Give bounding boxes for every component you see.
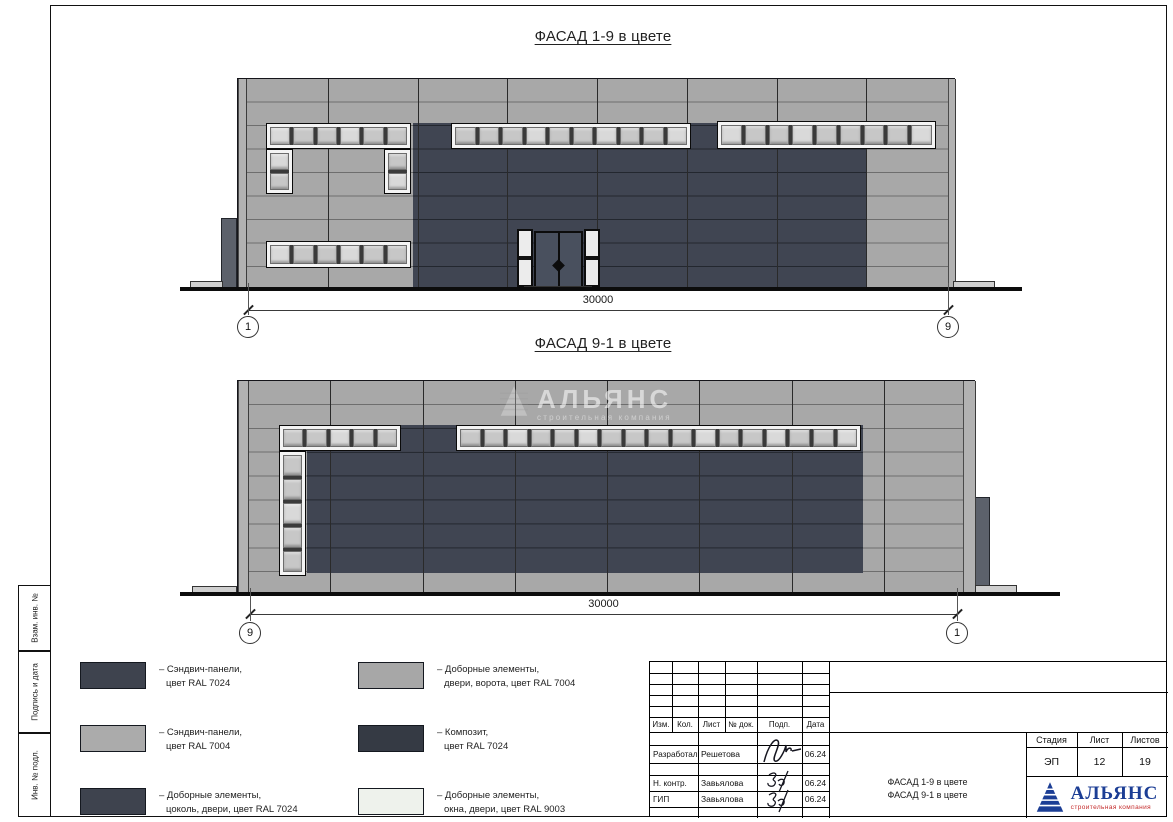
watermark-subtext: строительная компания: [537, 413, 672, 422]
bay-joint-line: [423, 381, 424, 596]
legend-label-line: цвет RAL 7024: [444, 741, 509, 753]
window-pane: [667, 127, 688, 145]
tb-date: 06.24: [804, 794, 827, 804]
window-band: [384, 149, 411, 194]
window-band-glazing: [270, 245, 407, 264]
window-pane: [283, 527, 302, 548]
window-pane: [719, 429, 740, 447]
window-pane: [270, 173, 289, 190]
company-logo: [1026, 776, 1168, 818]
bay-joint-line: [699, 381, 700, 596]
legend-item: [358, 662, 648, 702]
tb-name: Решетова: [701, 749, 740, 759]
window-pane: [388, 153, 407, 170]
stamp-box-inv-podl: [18, 733, 51, 817]
dimension-value: 30000: [588, 598, 619, 610]
tb-date: 06.24: [804, 749, 827, 759]
bay-joint-line: [418, 79, 419, 291]
legend-label: [159, 788, 354, 818]
logo-pyramid-icon: [1036, 781, 1064, 813]
legend-label-line: цвет RAL 7004: [166, 741, 231, 753]
bay-joint-line: [507, 79, 508, 291]
legend-item: [80, 662, 370, 702]
window-pane: [813, 429, 834, 447]
window-band: [456, 425, 861, 451]
window-pane: [283, 503, 302, 524]
window-pane: [911, 125, 932, 145]
window-pane: [526, 127, 547, 145]
legend-label: [159, 662, 354, 692]
legend-item: [358, 725, 648, 765]
window-pane: [270, 245, 290, 264]
tb-doc-title-line2: ФАСАД 9-1 в цвете: [887, 789, 968, 800]
dimension-line: [248, 310, 948, 311]
legend-label-line: – Композит,: [437, 727, 489, 738]
legend-color-swatch: [80, 662, 146, 689]
tb-role: Разработал: [653, 749, 698, 759]
stamp-label: Подпись и дата: [30, 663, 39, 721]
window-band: [717, 121, 936, 149]
legend-label-line: – Сэндвич-панели,: [159, 727, 243, 738]
tb-doc-title: [829, 758, 1026, 818]
window-pane: [745, 125, 766, 145]
window-pane: [887, 125, 908, 145]
window-pane: [460, 429, 481, 447]
window-pane: [363, 245, 383, 264]
window-pane: [270, 153, 289, 170]
watermark-text: АЛЬЯНС: [537, 384, 673, 414]
window-band-glazing: [721, 125, 932, 145]
window-pane: [387, 245, 407, 264]
tb-date: 06.24: [804, 778, 827, 788]
window-band: [279, 451, 306, 576]
corner-panel: [948, 79, 956, 291]
bay-joint-line: [866, 79, 867, 291]
tb-sheets-label: Листов: [1130, 734, 1160, 745]
legend-label: [437, 788, 632, 818]
window-pane: [601, 429, 622, 447]
window-pane: [306, 429, 326, 447]
window-pane: [293, 127, 313, 145]
window-pane: [596, 127, 617, 145]
corner-panel: [238, 381, 249, 596]
tb-name: Завьялова: [701, 778, 744, 788]
window-pane: [625, 429, 646, 447]
window-band-glazing: [283, 455, 302, 572]
window-band-glazing: [460, 429, 857, 447]
window-pane: [330, 429, 350, 447]
company-watermark: [500, 384, 672, 422]
window-pane: [864, 125, 885, 145]
window-pane: [554, 429, 575, 447]
window-pane: [742, 429, 763, 447]
legend-color-swatch: [80, 788, 146, 815]
window-pane: [317, 245, 337, 264]
legend-column-left: [80, 662, 370, 822]
window-band: [279, 425, 401, 451]
window-pane: [283, 479, 302, 500]
axis-marker: 1: [237, 316, 259, 338]
window-pane: [353, 429, 373, 447]
corner-panel: [238, 79, 247, 291]
window-band: [451, 123, 691, 149]
ground-line: [180, 287, 1022, 291]
axis-extension-line: [948, 283, 949, 315]
title-block: [649, 661, 1167, 817]
legend-label-line: цвет RAL 7024: [166, 678, 231, 690]
tb-role: Н. контр.: [653, 778, 687, 788]
legend-color-swatch: [358, 788, 424, 815]
window-pane: [573, 127, 594, 145]
corner-panel: [963, 381, 976, 596]
logo-subtitle: строительная компания: [1070, 803, 1152, 811]
window-pane: [643, 127, 664, 145]
signature: [762, 787, 794, 813]
tb-name: Завьялова: [701, 794, 744, 804]
stamp-box-podpis-data: [18, 651, 51, 733]
legend-item: [80, 725, 370, 765]
tb-stage-value: ЭП: [1043, 755, 1060, 768]
elevation-title: ФАСАД 1-9 в цвете: [534, 28, 672, 45]
window-pane: [283, 429, 303, 447]
tb-sheet-value: 12: [1093, 755, 1106, 768]
axis-extension-line: [248, 283, 249, 315]
window-pane: [283, 551, 302, 572]
door-sidelight: [517, 229, 533, 287]
side-annex: [221, 218, 237, 289]
window-band-glazing: [388, 153, 407, 190]
tb-col-izm: Изм.: [652, 720, 670, 729]
legend-label-line: окна, двери, цвет RAL 9003: [444, 804, 566, 816]
bay-joint-line: [884, 381, 885, 596]
window-pane: [283, 455, 302, 476]
ground-line: [180, 592, 1060, 596]
dimension-line: [250, 614, 957, 615]
dimension-value: 30000: [582, 294, 614, 306]
legend-item: [80, 788, 370, 822]
axis-extension-line: [250, 588, 251, 621]
window-band-glazing: [270, 153, 289, 190]
entrance-door: [534, 231, 583, 289]
legend-column-right: [358, 662, 648, 822]
legend-label-line: – Доборные элементы,: [159, 790, 262, 801]
legend-label-line: – Доборные элементы,: [437, 664, 540, 675]
logo-name: АЛЬЯНС: [1070, 782, 1159, 804]
window-band: [266, 123, 411, 149]
window-pane: [293, 245, 313, 264]
elevation-title: ФАСАД 9-1 в цвете: [534, 335, 672, 352]
bay-joint-line: [330, 381, 331, 596]
window-pane: [531, 429, 552, 447]
tb-doc-title-line1: ФАСАД 1-9 в цвете: [887, 776, 968, 787]
legend-color-swatch: [358, 662, 424, 689]
window-band-glazing: [270, 127, 407, 145]
window-pane: [721, 125, 742, 145]
legend-label: [159, 725, 354, 755]
window-pane: [840, 125, 861, 145]
window-pane: [766, 429, 787, 447]
window-pane: [769, 125, 790, 145]
axis-marker: 1: [946, 622, 968, 644]
window-pane: [672, 429, 693, 447]
window-pane: [789, 429, 810, 447]
stamp-label: Инв. № подл.: [30, 750, 39, 800]
window-pane: [620, 127, 641, 145]
window-pane: [792, 125, 813, 145]
window-pane: [578, 429, 599, 447]
legend-color-swatch: [80, 725, 146, 752]
tb-col-kol: Кол.: [677, 720, 693, 729]
window-pane: [387, 127, 407, 145]
window-pane: [340, 245, 360, 264]
window-pane: [363, 127, 383, 145]
window-pane: [507, 429, 528, 447]
legend-label: [437, 662, 632, 692]
window-band: [266, 241, 411, 268]
bay-joint-line: [687, 79, 688, 291]
window-pane: [270, 127, 290, 145]
legend-color-swatch: [358, 725, 424, 752]
window-pane: [816, 125, 837, 145]
stamp-box-vzam-inv: [18, 585, 51, 651]
signature: [758, 734, 802, 768]
legend-label-line: – Доборные элементы,: [437, 790, 540, 801]
tb-col-podp: Подп.: [768, 720, 791, 729]
axis-marker: 9: [239, 622, 261, 644]
axis-extension-line: [957, 588, 958, 621]
window-band: [266, 149, 293, 194]
bay-joint-line: [777, 79, 778, 291]
facade-elevation: [237, 78, 955, 290]
window-pane: [317, 127, 337, 145]
tb-col-list: Лист: [702, 720, 721, 729]
tb-sheets-value: 19: [1139, 755, 1151, 768]
legend-label-line: – Сэндвич-панели,: [159, 664, 243, 675]
window-pane: [388, 173, 407, 190]
window-pane: [648, 429, 669, 447]
window-pane: [695, 429, 716, 447]
watermark-pyramid-icon: [500, 384, 528, 418]
window-pane: [502, 127, 523, 145]
tb-col-ndok: № док.: [728, 720, 754, 729]
window-pane: [340, 127, 360, 145]
axis-marker: 9: [937, 316, 959, 338]
window-band-glazing: [283, 429, 397, 447]
window-pane: [837, 429, 858, 447]
tb-sheet-label: Лист: [1089, 734, 1110, 745]
window-pane: [549, 127, 570, 145]
door-sidelight: [584, 229, 600, 287]
tb-col-data: Дата: [806, 720, 825, 729]
bay-joint-line: [792, 381, 793, 596]
legend-label: [437, 725, 632, 755]
window-pane: [377, 429, 397, 447]
legend-item: [358, 788, 648, 822]
window-pane: [455, 127, 476, 145]
tb-role: ГИП: [653, 794, 670, 804]
window-pane: [479, 127, 500, 145]
legend-label-line: цоколь, двери, цвет RAL 7024: [166, 804, 298, 816]
stamp-label: Взам. инв. №: [30, 593, 39, 643]
window-pane: [484, 429, 505, 447]
legend-label-line: двери, ворота, цвет RAL 7004: [444, 678, 576, 690]
window-band-glazing: [455, 127, 687, 145]
tb-stage-label: Стадия: [1036, 734, 1067, 745]
